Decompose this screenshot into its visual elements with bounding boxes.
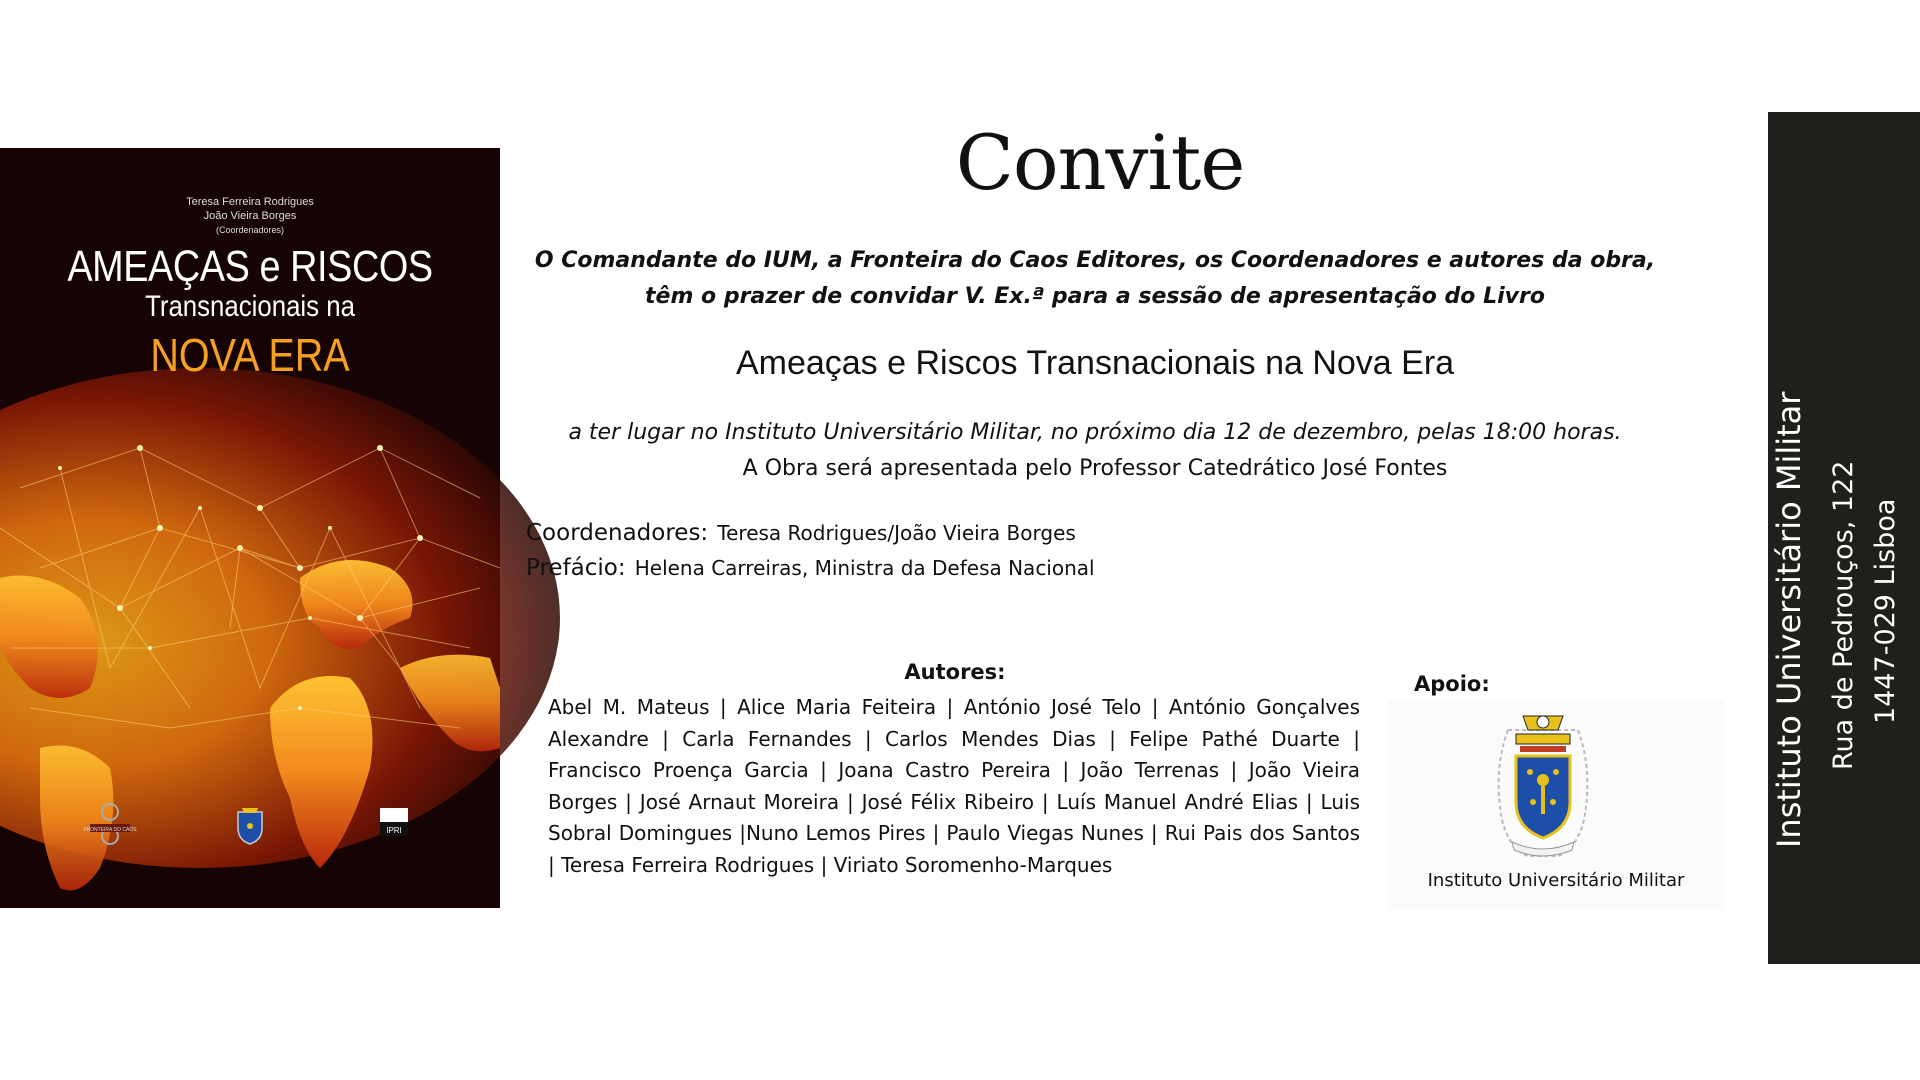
publisher-logo-icon (83, 802, 137, 848)
cover-title-accent: NOVA ERA (150, 329, 350, 381)
ium-crest-small-icon (228, 804, 272, 848)
cover-author: Teresa Ferreira Rodrigues (186, 196, 314, 208)
sidebar-institution: Instituto Universitário Militar (1770, 391, 1808, 848)
cover-author: João Vieira Borges (203, 210, 297, 222)
sidebar-street: Rua de Pedrouços, 122 (1828, 460, 1859, 770)
preface-row (526, 555, 1095, 581)
coat-of-arms-icon (1488, 710, 1598, 860)
support-label: Apoio: (1414, 672, 1490, 696)
cover-title: AMEAÇAS e RISCOS (67, 242, 433, 291)
presenter-line: A Obra será apresentada pelo Professor Catedrático José Fontes (742, 456, 1448, 481)
coordinators-row (526, 520, 1076, 546)
venue-line: a ter lugar no Instituto Universitário Militar, no próximo dia 12 de dezembro, pelas 18:00 horas. (568, 420, 1622, 445)
ipri-logo-icon (380, 808, 408, 836)
book-title: Ameaças e Riscos Transnacionais na Nova Era (735, 344, 1455, 382)
support-institution-name: Instituto Universitário Militar (1427, 870, 1685, 891)
ipri-logo-text: IPRI (386, 826, 402, 835)
sidebar-postcode: 1447-029 Lisboa (1870, 498, 1901, 724)
book-cover (0, 148, 500, 908)
preface-label: Prefácio: (526, 555, 626, 581)
authors-list: Abel M. Mateus | Alice Maria Feiteira | António José Telo | António Gonçalves Alexandre | Carla Fernandes | Carlos Mendes Dias | Felipe Pathé Duarte | Francisco Proença Garcia | Joana Castro Pereira | João Terrenas | João Vieira Borges | José Arnaut Moreira | José Félix Ribeiro | Luís Manuel André Elias | Luis Sobral Domingues |Nuno Lemos Pires | Paulo Viegas Nunes | Rui Pais dos Santos | Teresa Ferreira Rodrigues | Viriato Soromenho-Marques (548, 695, 1360, 877)
authors-label: Autores: (904, 660, 1006, 684)
coordinators-label: Coordenadores: (526, 520, 709, 546)
intro-line: têm o prazer de convidar V. Ex.ª para a sessão de apresentação do Livro (645, 284, 1545, 309)
intro-line: O Comandante do IUM, a Fronteira do Caos Editores, os Coordenadores e autores da obra, (534, 248, 1656, 273)
preface-value: Helena Carreiras, Ministra da Defesa Nacional (634, 556, 1095, 580)
publisher-logo-text: FRONTEIRA DO CAOS (83, 827, 137, 833)
page-title: Convite (955, 118, 1245, 207)
cover-role: (Coordenadores) (215, 225, 285, 235)
cover-subtitle: Transnacionais na (145, 290, 355, 323)
coordinators-value: Teresa Rodrigues/João Vieira Borges (717, 521, 1076, 545)
